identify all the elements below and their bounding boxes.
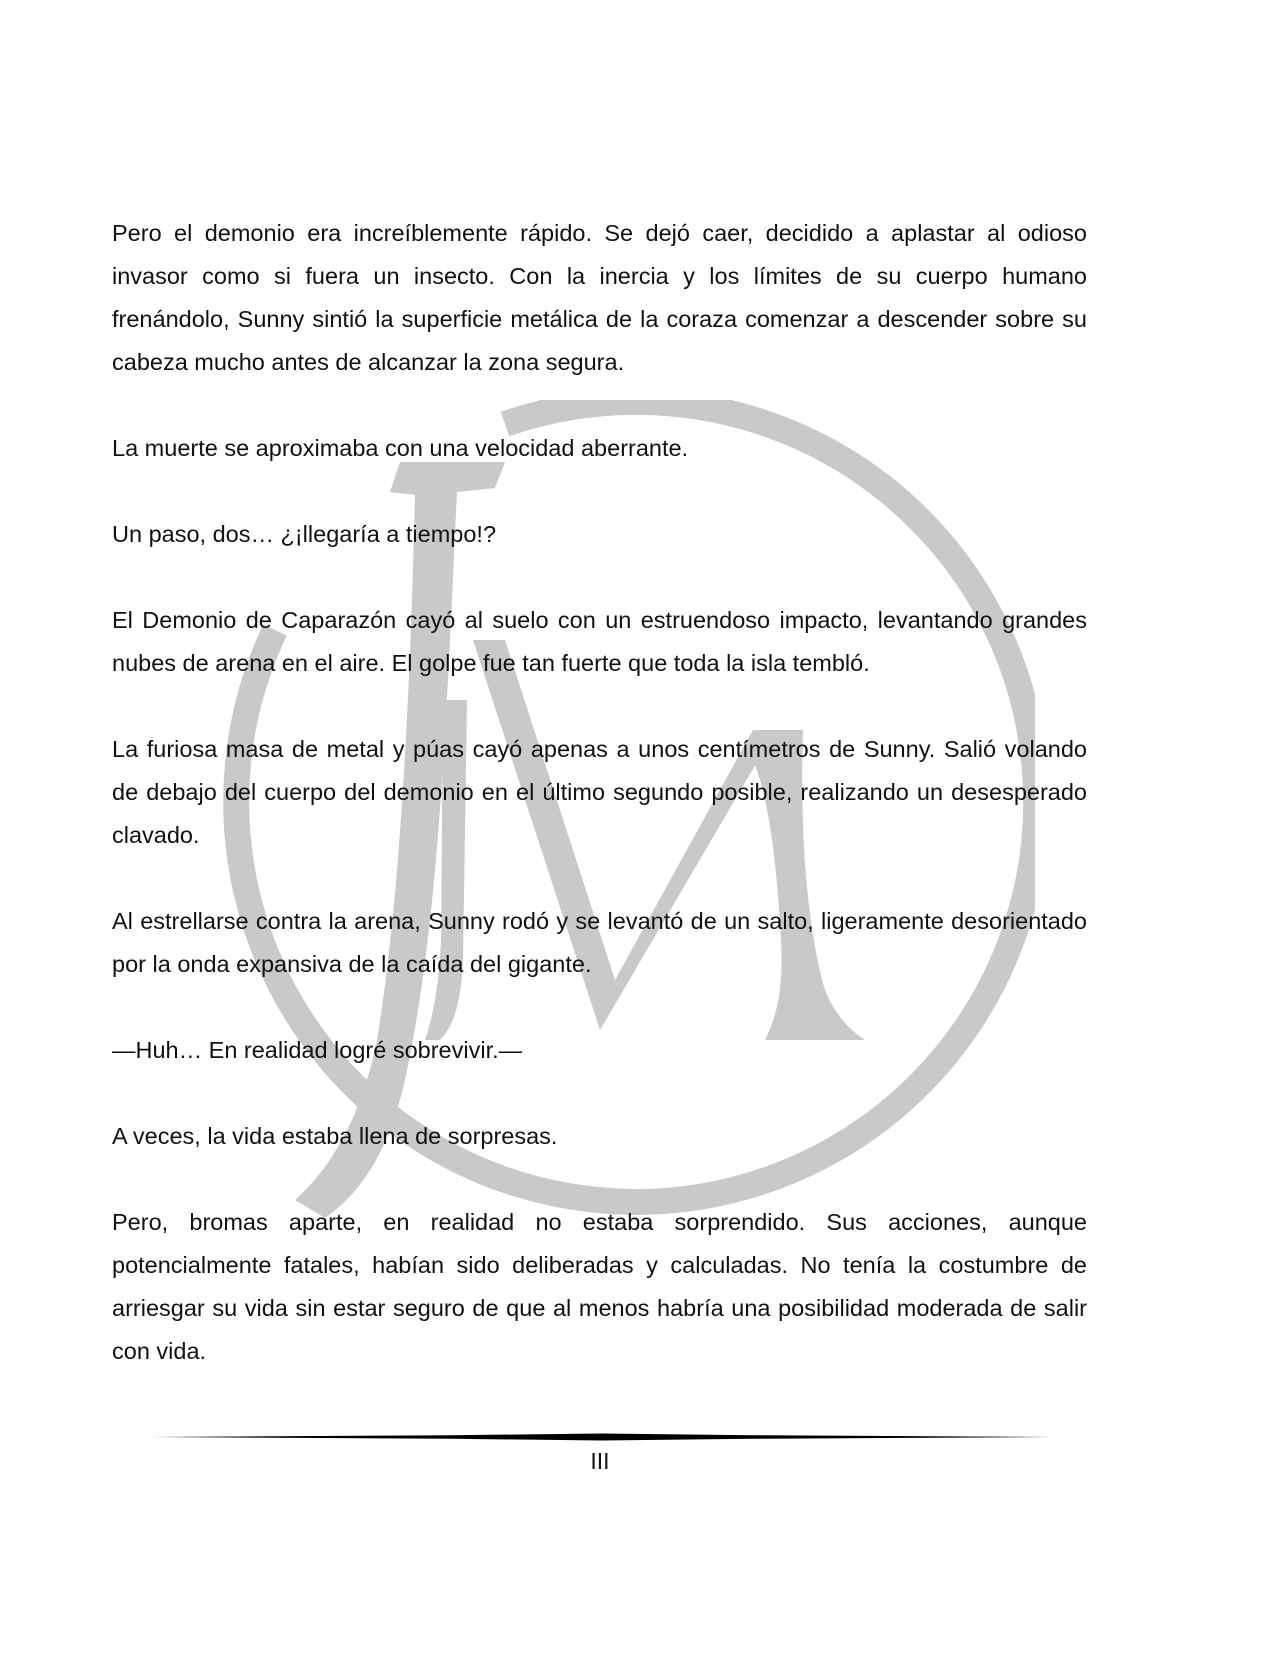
paragraph: —Huh… En realidad logré sobrevivir.— <box>112 1037 523 1063</box>
footer-divider <box>152 1432 1052 1442</box>
paragraph: Pero el demonio era increíblemente rápido. Se dejó caer, decidido a aplastar al odioso invasor como si fuera un insecto. Con la inercia y los límites de su cuerpo humano frenándolo, Sunny sintió la superficie metálica de la coraza comenzar a descender sobre su cabeza mucho antes de alcanzar la zona segura. <box>112 220 1087 375</box>
paragraph: Al estrellarse contra la arena, Sunny rodó y se levantó de un salto, ligeramente desorientado por la onda expansiva de la caída del gigante. <box>112 908 1087 977</box>
body-text <box>112 212 1087 1416</box>
paragraph: A veces, la vida estaba llena de sorpresas. <box>112 1123 558 1149</box>
paragraph: La furiosa masa de metal y púas cayó apenas a unos centímetros de Sunny. Salió volando de debajo del cuerpo del demonio en el último segundo posible, realizando un desesperado clavado. <box>112 736 1087 848</box>
paragraph: La muerte se aproximaba con una velocidad aberrante. <box>112 435 689 461</box>
paragraph: Un paso, dos… ¿¡llegaría a tiempo!? <box>112 521 497 547</box>
page-number: III <box>590 1448 610 1474</box>
paragraph: El Demonio de Caparazón cayó al suelo con un estruendoso impacto, levantando grandes nubes de arena en el aire. El golpe fue tan fuerte que toda la isla tembló. <box>112 607 1087 676</box>
paragraph: Pero, bromas aparte, en realidad no estaba sorprendido. Sus acciones, aunque potencialmente fatales, habían sido deliberadas y calculadas. No tenía la costumbre de arriesgar su vida sin estar seguro de que al menos habría una posibilidad moderada de salir con vida. <box>112 1209 1087 1364</box>
